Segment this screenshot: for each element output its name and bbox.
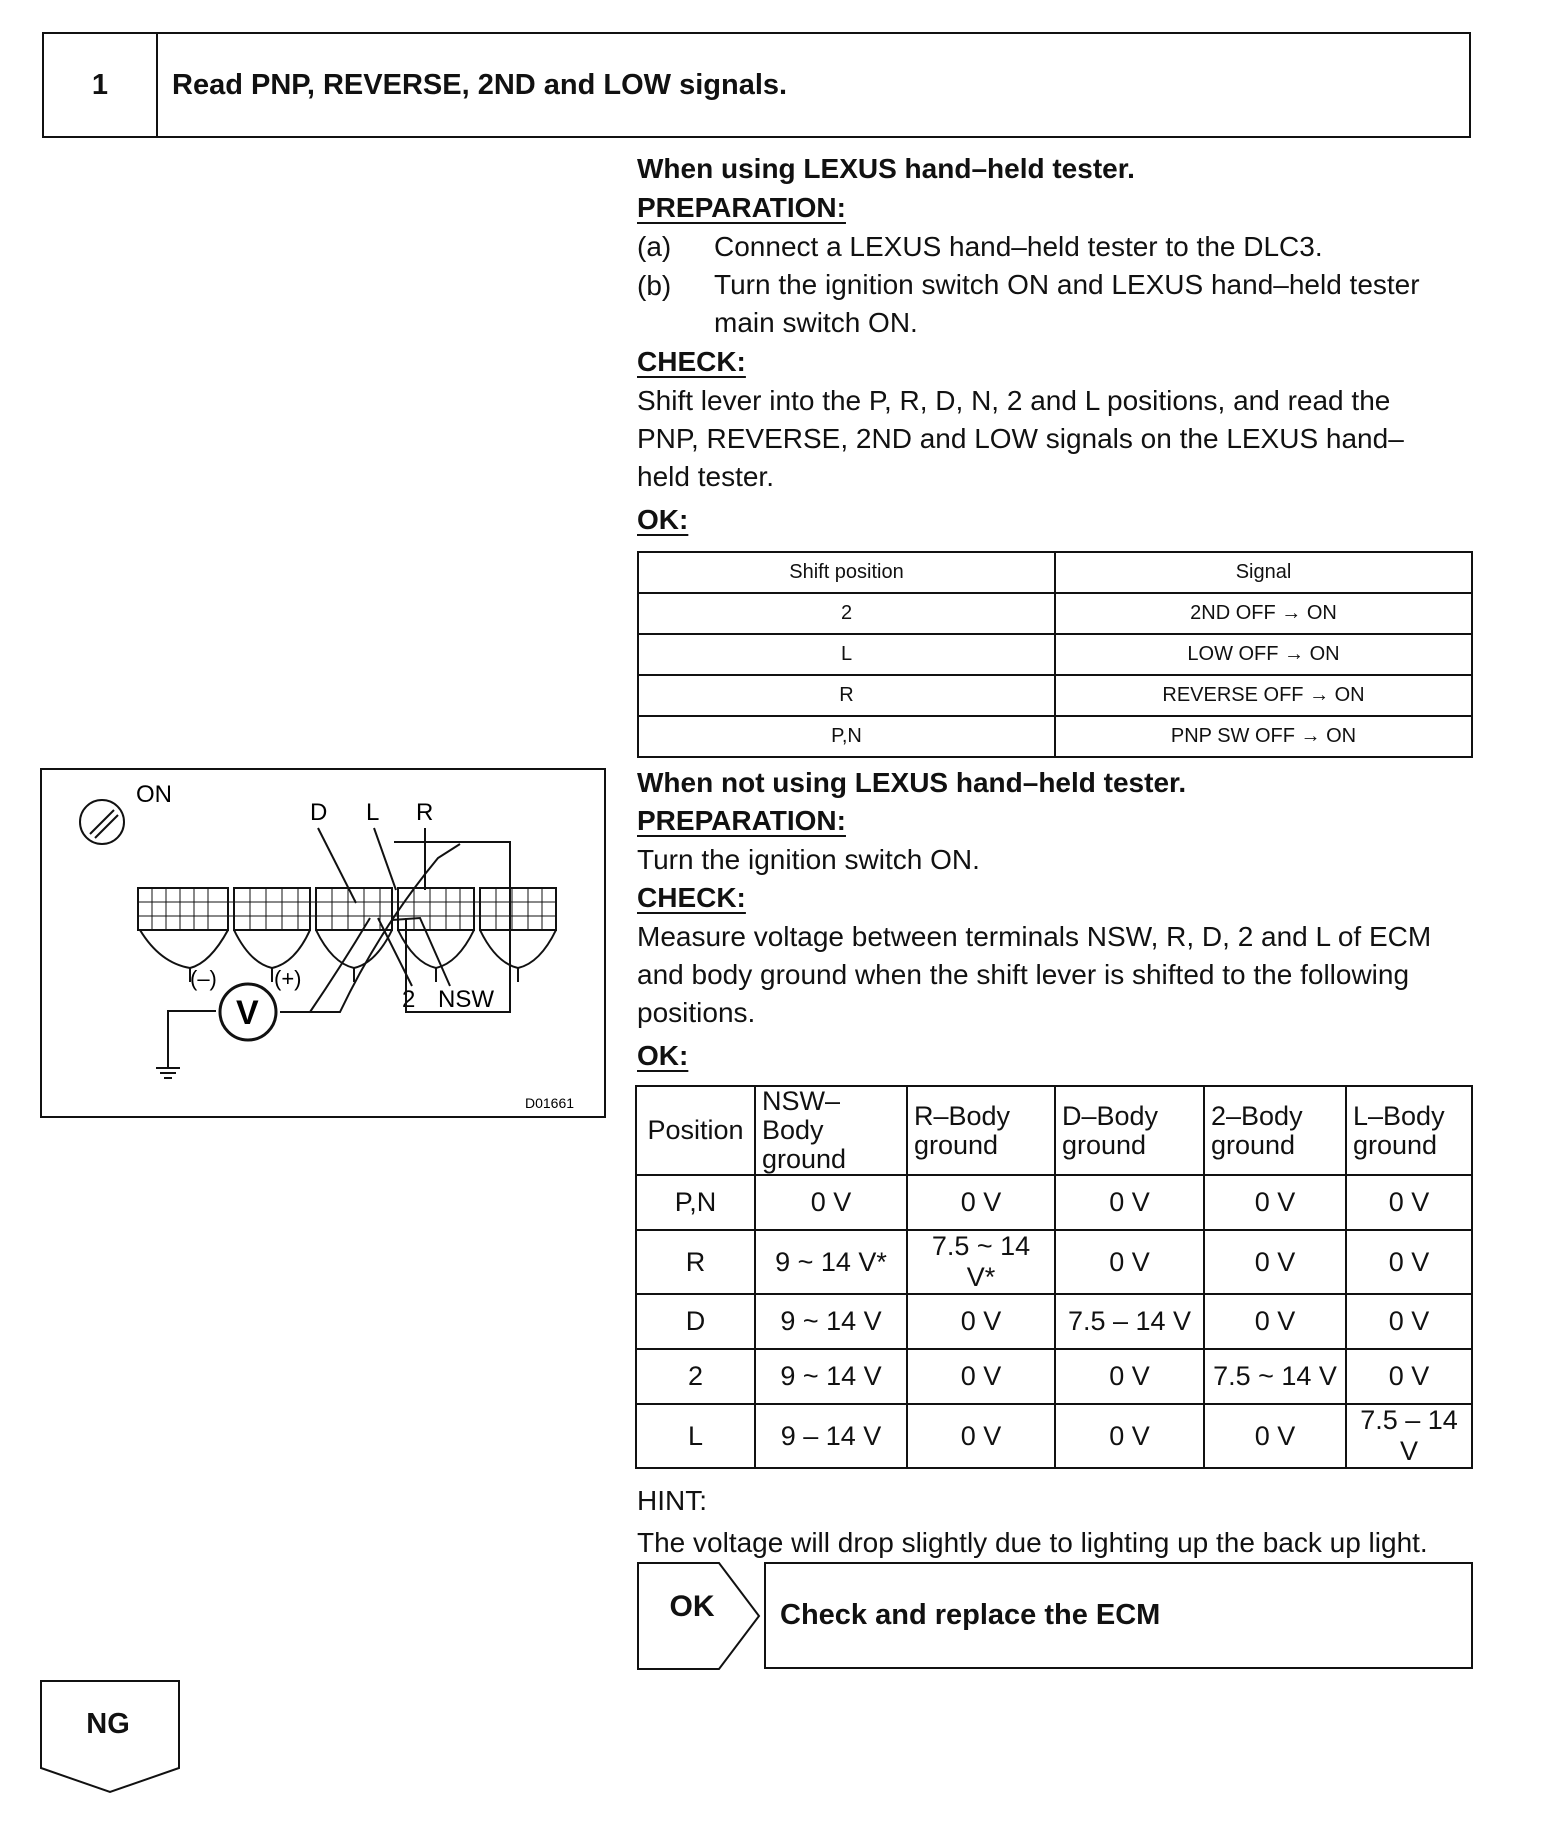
table-cell: 0 V [1346, 1230, 1472, 1294]
check-label: CHECK: [637, 346, 746, 377]
check-line: Shift lever into the P, R, D, N, 2 and L positions, and read the [637, 385, 1391, 416]
voltage-table [635, 1085, 1473, 1469]
table-row [638, 716, 1472, 757]
table-header-row [636, 1086, 1472, 1175]
table-cell: 9 ~ 14 V [755, 1294, 907, 1349]
table-row [636, 1294, 1472, 1349]
table-cell: P,N [638, 716, 1055, 757]
check-line: and body ground when the shift lever is shifted to the following [637, 959, 1410, 990]
with-tester-heading: When using LEXUS hand–held tester. [637, 153, 1135, 184]
table-cell: 0 V [907, 1404, 1055, 1468]
terminal-label-nsw: NSW [438, 986, 494, 1013]
terminal-label-r: R [416, 799, 434, 826]
prep-item-line: Connect a LEXUS hand–held tester to the DLC3. [714, 231, 1323, 262]
table-cell: 0 V [1204, 1404, 1346, 1468]
table-header-cell: R–Body ground [907, 1086, 1055, 1175]
table-cell: 2 [638, 593, 1055, 634]
table-cell: 0 V [1204, 1294, 1346, 1349]
prep-item-label: (b) [637, 270, 672, 301]
ok-spec-label: OK: [637, 504, 689, 535]
table-header-cell: NSW–Body ground [755, 1086, 907, 1175]
check-line: held tester. [637, 461, 774, 492]
table-cell: 9 ~ 14 V* [755, 1230, 907, 1294]
table-cell: 0 V [907, 1175, 1055, 1230]
ok-spec-label: OK: [637, 1040, 689, 1071]
voltmeter-symbol: V [236, 994, 259, 1032]
table-header-cell: Position [636, 1086, 755, 1175]
without-tester-heading: When not using LEXUS hand–held tester. [637, 767, 1187, 798]
table-cell: 9 – 14 V [755, 1404, 907, 1468]
hint-text: The voltage will drop slightly due to lighting up the back up light. [637, 1527, 1428, 1558]
ok-label: OK [669, 1590, 715, 1623]
ng-label: NG [86, 1708, 130, 1740]
prep-item-line: main switch ON. [714, 307, 918, 338]
table-cell: 7.5 ~ 14 V [1204, 1349, 1346, 1404]
preparation-label: PREPARATION: [637, 192, 846, 223]
table-cell: 0 V [907, 1294, 1055, 1349]
table-cell: 7.5 – 14 V [1346, 1404, 1472, 1468]
step-header [42, 32, 1471, 138]
check-label: CHECK: [637, 882, 746, 913]
terminal-label-d: D [310, 799, 328, 826]
hint-label: HINT: [637, 1485, 707, 1516]
table-cell: R [636, 1230, 755, 1294]
table-cell: L [638, 634, 1055, 675]
ok-result-box [764, 1562, 1473, 1669]
table-header-cell: Signal [1055, 552, 1472, 593]
table-row [638, 593, 1472, 634]
table-cell: 0 V [1055, 1349, 1204, 1404]
terminal-label-2: 2 [402, 986, 416, 1013]
table-row [636, 1175, 1472, 1230]
table-header-cell: L–Body ground [1346, 1086, 1472, 1175]
check-line: PNP, REVERSE, 2ND and LOW signals on the LEXUS hand– [637, 423, 1404, 454]
table-cell: REVERSE OFF → ON [1055, 675, 1472, 716]
table-row [636, 1230, 1472, 1294]
table-cell: 0 V [755, 1175, 907, 1230]
table-cell: 2 [636, 1349, 755, 1404]
minus-probe-label: (–) [190, 966, 217, 991]
table-cell: 7.5 – 14 V [1055, 1294, 1204, 1349]
table-cell: R [638, 675, 1055, 716]
plus-probe-label: (+) [274, 966, 302, 991]
table-row [638, 675, 1472, 716]
table-header-row [638, 552, 1472, 593]
signal-table [637, 551, 1473, 758]
step-title: Read PNP, REVERSE, 2ND and LOW signals. [172, 68, 788, 101]
table-cell: 0 V [1055, 1230, 1204, 1294]
check-line: Measure voltage between terminals NSW, R, D, 2 and L of ECM [637, 921, 1432, 952]
table-header-cell: Shift position [638, 552, 1055, 593]
preparation-text: Turn the ignition switch ON. [637, 844, 980, 875]
prep-item-text [714, 228, 1474, 266]
table-cell: 0 V [1055, 1175, 1204, 1230]
table-cell: 9 ~ 14 V [755, 1349, 907, 1404]
table-cell: 7.5 ~ 14 V* [907, 1230, 1055, 1294]
prep-item-line: Turn the ignition switch ON and LEXUS hand–held tester [714, 269, 1420, 300]
table-cell: PNP SW OFF → ON [1055, 716, 1472, 757]
ignition-label: ON [136, 781, 172, 808]
table-cell: 0 V [1055, 1404, 1204, 1468]
table-cell: P,N [636, 1175, 755, 1230]
terminal-label-l: L [366, 799, 380, 826]
table-cell: L [636, 1404, 755, 1468]
preparation-label: PREPARATION: [637, 805, 846, 836]
table-row [636, 1404, 1472, 1468]
table-cell: 2ND OFF → ON [1055, 593, 1472, 634]
table-cell: LOW OFF → ON [1055, 634, 1472, 675]
prep-item-label: (a) [637, 231, 672, 262]
table-cell: 0 V [1204, 1175, 1346, 1230]
table-cell: 0 V [1204, 1230, 1346, 1294]
table-row [638, 634, 1472, 675]
table-header-cell: D–Body ground [1055, 1086, 1204, 1175]
table-cell: 0 V [907, 1349, 1055, 1404]
table-header-cell: 2–Body ground [1204, 1086, 1346, 1175]
table-cell: 0 V [1346, 1175, 1472, 1230]
prep-item-text [714, 266, 1474, 342]
check-text [637, 382, 1477, 496]
table-cell: 0 V [1346, 1349, 1472, 1404]
step-number: 1 [44, 34, 158, 136]
table-cell: 0 V [1346, 1294, 1472, 1349]
table-row [636, 1349, 1472, 1404]
check-text [637, 918, 1477, 1032]
table-cell: D [636, 1294, 755, 1349]
wiring-diagram [40, 768, 606, 1118]
figure-code: D01661 [525, 1095, 575, 1111]
ok-action-text: Check and replace the ECM [780, 1599, 1161, 1631]
check-line: positions. [637, 997, 756, 1028]
